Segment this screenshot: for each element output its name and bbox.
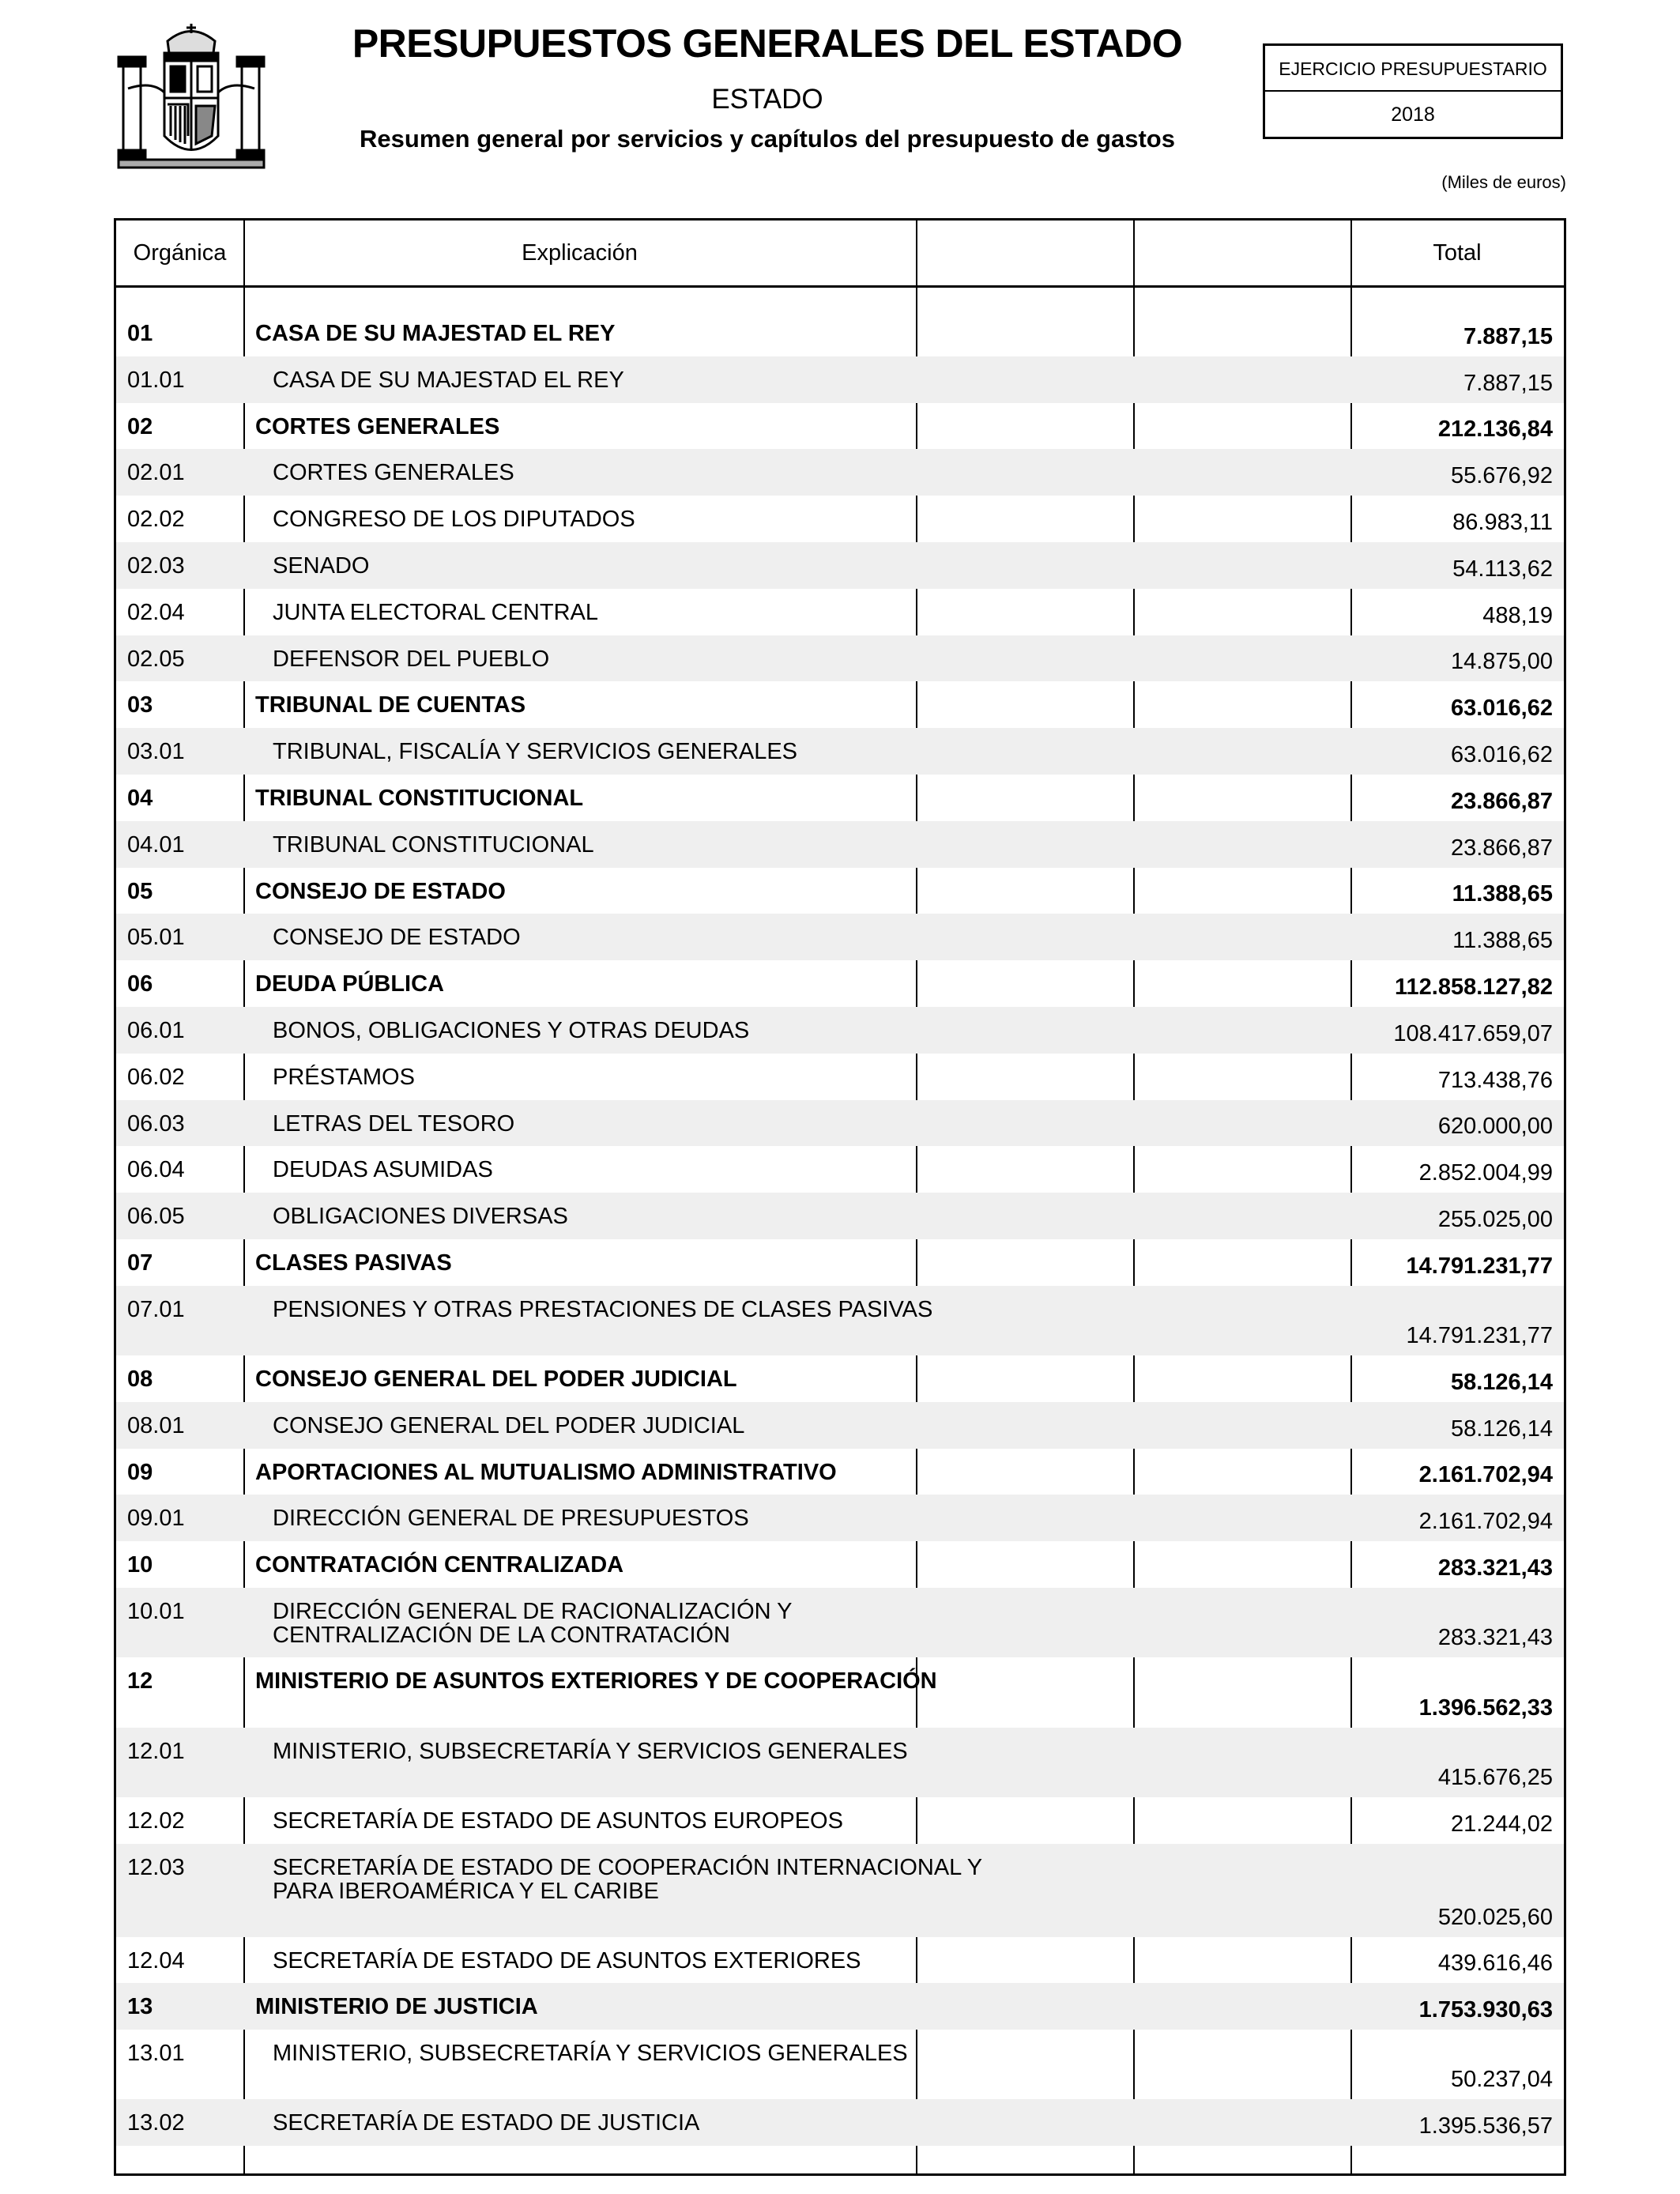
row-explanation: TRIBUNAL CONSTITUCIONAL (255, 785, 584, 811)
row-total: 7.887,15 (1463, 370, 1553, 396)
row-total: 14.875,00 (1450, 649, 1553, 675)
fiscal-year-box (1263, 43, 1563, 139)
table-row (116, 449, 1564, 496)
row-total: 11.388,65 (1452, 928, 1553, 954)
row-explanation: MINISTERIO DE JUSTICIA (255, 1994, 538, 2020)
table-row (116, 914, 1564, 960)
row-explanation: CONTRATACIÓN CENTRALIZADA (255, 1552, 624, 1578)
fiscal-year-value: 2018 (1391, 104, 1435, 126)
column-header-total: Total (1433, 240, 1482, 266)
row-code: 05 (127, 878, 153, 904)
row-explanation: APORTACIONES AL MUTUALISMO ADMINISTRATIVO (255, 1459, 837, 1485)
row-code: 06.04 (127, 1157, 185, 1183)
row-total: 488,19 (1482, 602, 1553, 628)
row-code: 10.01 (127, 1599, 185, 1625)
row-code: 12.02 (127, 1808, 185, 1834)
table-row (116, 1007, 1564, 1054)
table-row (116, 1402, 1564, 1449)
budget-table (114, 218, 1566, 2176)
row-total: 713.438,76 (1437, 1067, 1553, 1093)
table-body (116, 288, 1564, 2146)
row-explanation: DEUDAS ASUMIDAS (273, 1157, 493, 1183)
row-explanation: CASA DE SU MAJESTAD EL REY (255, 321, 616, 346)
row-total: 2.161.702,94 (1418, 1462, 1553, 1488)
row-explanation: MINISTERIO DE ASUNTOS EXTERIORES Y DE COOPERACIÓN (255, 1668, 937, 1695)
page-description: Resumen general por servicios y capítulos del presupuesto de gastos (360, 125, 1175, 153)
row-code: 03.01 (127, 739, 185, 765)
table-row (116, 542, 1564, 589)
row-code: 04.01 (127, 831, 185, 858)
table-row (116, 403, 1564, 450)
table-row (116, 1588, 1564, 1657)
table-row (116, 775, 1564, 821)
row-code: 02.04 (127, 599, 185, 625)
row-explanation: SECRETARÍA DE ESTADO DE COOPERACIÓN INTERNACIONAL Y PARA IBEROAMÉRICA Y EL CARIBE (273, 1854, 982, 1904)
row-explanation: CONSEJO DE ESTADO (273, 925, 521, 951)
column-header-explicacion: Explicación (522, 240, 638, 266)
row-explanation: DEUDA PÚBLICA (255, 971, 444, 997)
row-code: 08 (127, 1367, 153, 1393)
row-total: 14.791.231,77 (1406, 1253, 1553, 1279)
table-row (116, 681, 1564, 728)
table-header (116, 221, 1564, 288)
row-total: 283.321,43 (1437, 1625, 1553, 1651)
row-explanation: SENADO (273, 552, 370, 579)
table-row (116, 589, 1564, 635)
row-total: 63.016,62 (1450, 696, 1553, 722)
row-code: 12.03 (127, 1854, 185, 1880)
table-row (116, 310, 1564, 356)
table-row (116, 1054, 1564, 1100)
row-explanation: DIRECCIÓN GENERAL DE PRESUPUESTOS (273, 1506, 749, 1532)
row-code: 06 (127, 971, 153, 997)
table-row (116, 1541, 1564, 1588)
table-spacer (116, 288, 1564, 310)
row-code: 06.03 (127, 1110, 185, 1137)
row-total: 112.858.127,82 (1395, 974, 1553, 1000)
row-code: 08.01 (127, 1412, 185, 1438)
table-row (116, 1728, 1564, 1797)
table-row (116, 496, 1564, 542)
row-explanation: DEFENSOR DEL PUEBLO (273, 646, 550, 672)
row-explanation: TRIBUNAL CONSTITUCIONAL (273, 831, 594, 858)
row-code: 02.02 (127, 507, 185, 533)
row-explanation: CASA DE SU MAJESTAD EL REY (273, 367, 624, 393)
table-row (116, 2099, 1564, 2146)
row-code: 02.03 (127, 552, 185, 579)
row-code: 13.01 (127, 2041, 185, 2067)
row-explanation: SECRETARÍA DE ESTADO DE ASUNTOS EUROPEOS (273, 1808, 843, 1834)
row-code: 01 (127, 321, 153, 346)
row-total: 58.126,14 (1450, 1369, 1553, 1395)
row-total: 14.791.231,77 (1406, 1323, 1553, 1349)
row-total: 23.866,87 (1450, 788, 1553, 814)
row-code: 09 (127, 1459, 153, 1485)
row-explanation: PRÉSTAMOS (273, 1064, 415, 1090)
row-total: 21.244,02 (1450, 1811, 1553, 1837)
table-row (116, 1797, 1564, 1844)
row-code: 13.02 (127, 2110, 185, 2136)
row-total: 86.983,11 (1452, 509, 1553, 535)
table-row (116, 728, 1564, 775)
row-code: 05.01 (127, 925, 185, 951)
row-total: 50.237,04 (1450, 2067, 1553, 2093)
table-row (116, 635, 1564, 682)
row-code: 09.01 (127, 1506, 185, 1532)
row-explanation: CLASES PASIVAS (255, 1250, 452, 1276)
row-code: 01.01 (127, 367, 185, 393)
fiscal-year-label: EJERCICIO PRESUPUESTARIO (1265, 46, 1561, 92)
row-total: 1.753.930,63 (1418, 1997, 1553, 2023)
page-title: PRESUPUESTOS GENERALES DEL ESTADO (352, 21, 1183, 66)
page-subtitle: ESTADO (711, 84, 823, 115)
row-code: 02 (127, 413, 153, 439)
row-explanation: CONSEJO DE ESTADO (255, 878, 506, 904)
row-explanation: MINISTERIO, SUBSECRETARÍA Y SERVICIOS GENERALES (273, 1738, 908, 1764)
row-code: 02.01 (127, 460, 185, 486)
units-note: (Miles de euros) (1441, 172, 1566, 192)
table-row (116, 1193, 1564, 1239)
row-explanation: LETRAS DEL TESORO (273, 1110, 515, 1137)
coat-of-arms-logo (112, 17, 270, 175)
row-total: 54.113,62 (1452, 556, 1553, 582)
row-explanation: BONOS, OBLIGACIONES Y OTRAS DEUDAS (273, 1017, 750, 1043)
row-code: 13 (127, 1994, 153, 2020)
table-row (116, 1286, 1564, 1355)
row-code: 06.05 (127, 1204, 185, 1230)
row-code: 04 (127, 785, 153, 811)
row-total: 439.616,46 (1437, 1951, 1553, 1977)
table-row (116, 821, 1564, 868)
row-code: 12.04 (127, 1947, 185, 1973)
row-explanation: TRIBUNAL DE CUENTAS (255, 692, 526, 718)
row-code: 12.01 (127, 1738, 185, 1764)
table-row (116, 960, 1564, 1007)
row-total: 63.016,62 (1450, 741, 1553, 767)
table-row (116, 2030, 1564, 2099)
table-row (116, 1239, 1564, 1286)
row-total: 58.126,14 (1450, 1416, 1553, 1442)
row-explanation: CORTES GENERALES (255, 413, 500, 439)
table-row (116, 1844, 1564, 1937)
row-total: 415.676,25 (1437, 1764, 1553, 1790)
row-explanation: DIRECCIÓN GENERAL DE RACIONALIZACIÓN Y CENTRALIZACIÓN DE LA CONTRATACIÓN (273, 1599, 792, 1649)
row-total: 255.025,00 (1437, 1206, 1553, 1232)
row-explanation: SECRETARÍA DE ESTADO DE JUSTICIA (273, 2110, 700, 2136)
row-total: 108.417.659,07 (1393, 1020, 1553, 1046)
row-total: 2.852.004,99 (1418, 1160, 1553, 1186)
table-row (116, 1495, 1564, 1541)
row-code: 12 (127, 1668, 153, 1695)
table-row (116, 868, 1564, 914)
row-total: 1.396.562,33 (1418, 1695, 1553, 1721)
table-row (116, 1449, 1564, 1495)
row-total: 23.866,87 (1450, 835, 1553, 861)
table-row (116, 1355, 1564, 1402)
row-code: 10 (127, 1552, 153, 1578)
row-explanation: JUNTA ELECTORAL CENTRAL (273, 599, 599, 625)
row-explanation: OBLIGACIONES DIVERSAS (273, 1204, 568, 1230)
row-explanation: TRIBUNAL, FISCALÍA Y SERVICIOS GENERALES (273, 739, 798, 765)
row-explanation: MINISTERIO, SUBSECRETARÍA Y SERVICIOS GENERALES (273, 2041, 908, 2067)
row-explanation: CONSEJO GENERAL DEL PODER JUDICIAL (255, 1367, 737, 1393)
row-total: 212.136,84 (1437, 417, 1553, 443)
row-code: 07.01 (127, 1296, 185, 1322)
table-row (116, 1983, 1564, 2030)
row-total: 1.395.536,57 (1418, 2113, 1553, 2139)
row-explanation: CONGRESO DE LOS DIPUTADOS (273, 507, 635, 533)
row-code: 02.05 (127, 646, 185, 672)
column-header-organica: Orgánica (133, 240, 227, 266)
row-total: 7.887,15 (1463, 323, 1553, 349)
table-row (116, 1146, 1564, 1193)
row-total: 520.025,60 (1437, 1904, 1553, 1930)
row-total: 2.161.702,94 (1418, 1509, 1553, 1535)
row-code: 06.01 (127, 1017, 185, 1043)
row-explanation: PENSIONES Y OTRAS PRESTACIONES DE CLASES PASIVAS (273, 1296, 933, 1322)
table-row (116, 1100, 1564, 1147)
table-row (116, 356, 1564, 403)
table-row (116, 1657, 1564, 1727)
row-code: 06.02 (127, 1064, 185, 1090)
row-total: 11.388,65 (1452, 881, 1553, 907)
row-explanation: CONSEJO GENERAL DEL PODER JUDICIAL (273, 1412, 745, 1438)
row-explanation: SECRETARÍA DE ESTADO DE ASUNTOS EXTERIORES (273, 1947, 861, 1973)
table-row (116, 1937, 1564, 1984)
row-total: 620.000,00 (1437, 1114, 1553, 1140)
row-explanation: CORTES GENERALES (273, 460, 514, 486)
row-code: 03 (127, 692, 153, 718)
row-total: 55.676,92 (1450, 463, 1553, 489)
row-code: 07 (127, 1250, 153, 1276)
row-total: 283.321,43 (1437, 1555, 1553, 1581)
